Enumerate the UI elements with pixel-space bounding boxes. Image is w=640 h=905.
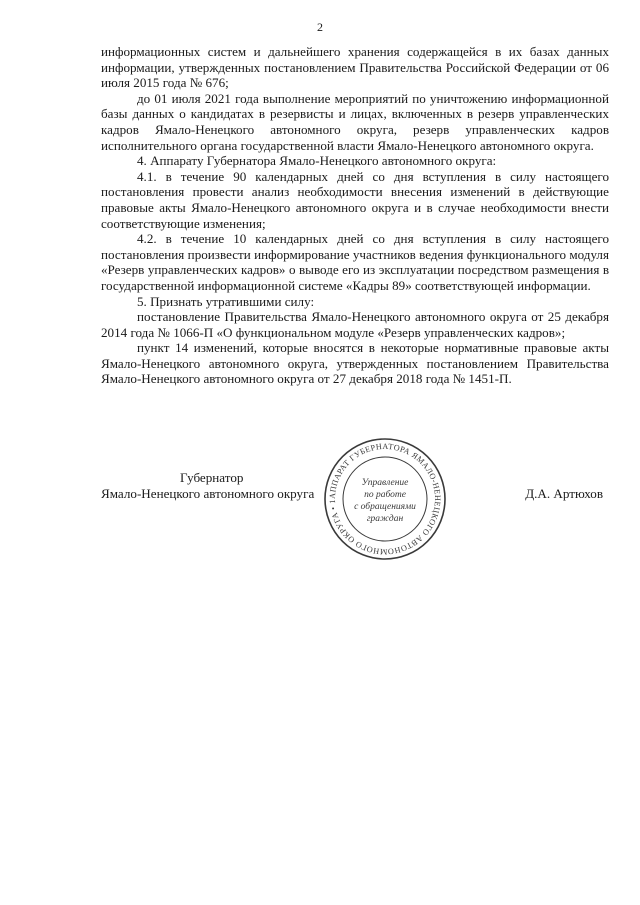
page-number: 2 — [317, 20, 323, 34]
signatory-title-line1: Губернатор — [180, 470, 244, 485]
signature-block — [0, 470, 640, 510]
paragraph-3: 4. Аппарату Губернатора Ямало-Ненецкого автономного округа: — [137, 153, 497, 169]
svg-text:с обращениями: с обращениями — [354, 502, 416, 512]
official-seal-stamp — [322, 436, 448, 562]
signatory-title-line2: Ямало-Ненецкого автономного округа — [101, 486, 315, 501]
svg-text:Управление: Управление — [361, 478, 409, 488]
paragraph-7: постановление Правительства Ямало-Ненецкого автономного округа от 25 декабря 2014 года № 1066-П «О функциональном модуле «Резерв управленческих кадров»; — [101, 309, 609, 340]
svg-text:АППАРАТ ГУБЕРНАТОРА ЯМАЛО-НЕНЕ: АППАРАТ ГУБЕРНАТОРА ЯМАЛО-НЕНЕЦКОГО АВТОНОМНОГО ОКРУГА • 1 — [327, 441, 443, 557]
signatory-name: Д.А. Артюхов — [525, 486, 603, 501]
paragraph-1: информационных систем и дальнейшего хранения содержащейся в их базах данных информации, утвержденных постановлением Правительства Российской Федерации от 06 июля 2015 года № 676; — [101, 44, 609, 91]
svg-text:граждан: граждан — [366, 514, 404, 524]
paragraph-5: 4.2. в течение 10 календарных дней со дня вступления в силу настоящего постановления произвести информирование участников ведения функционального модуля «Резерв управленческих кадров» о выводе его из эксплуатации посредством размещения в государственной информационной системе «Кадры 89» соответствующей информации. — [101, 231, 609, 293]
paragraph-2: до 01 июля 2021 года выполнение мероприятий по уничтожению информационной базы данных о кандидатах в резервисты и лицах, включенных в резерв управленческих кадров Ямало-Ненецкого автономного округа, резерв управленческих кадров исполнительного органа государственной власти Ямало-Ненецкого автономного округа. — [101, 90, 609, 153]
paragraph-4: 4.1. в течение 90 календарных дней со дня вступления в силу настоящего постановления провести анализ необходимости внесения изменений в действующие правовые акты Ямало-Ненецкого автономного округа и в случае необходимости внести соответствующие изменения; — [101, 168, 609, 231]
paragraph-6: 5. Признать утратившими силу: — [137, 293, 315, 309]
seal-graphic — [322, 436, 448, 562]
svg-text:по работе: по работе — [364, 490, 406, 500]
paragraph-8: пункт 14 изменений, которые вносятся в некоторые нормативные правовые акты Ямало-Ненецкого автономного округа, утвержденных постановлением Правительства Ямало-Ненецкого автономного округа от 27 декабря 2018 года № 1451-П. — [101, 340, 609, 387]
document-body — [101, 44, 609, 387]
